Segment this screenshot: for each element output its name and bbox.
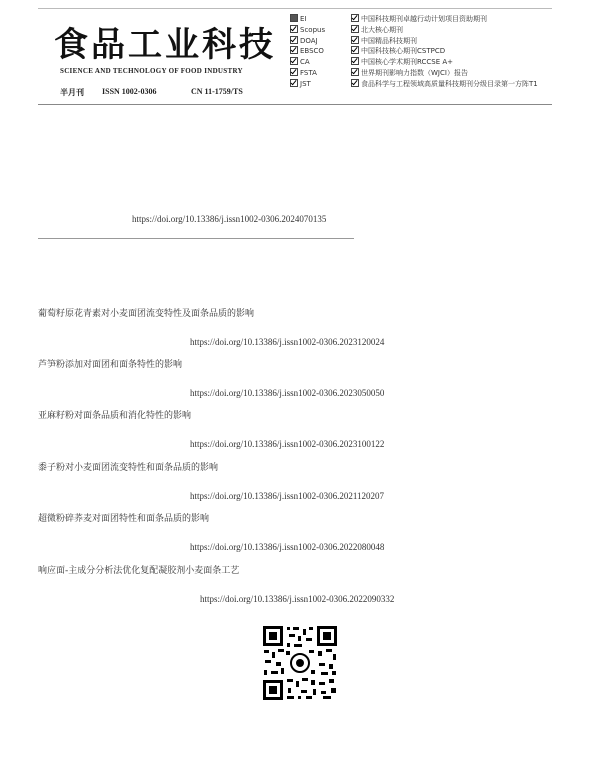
checkbox-icon: [290, 79, 298, 87]
honor-item: 中国核心学术期刊RCCSE A+: [351, 57, 551, 68]
index-item-scopus: Scopus: [290, 25, 350, 36]
reference-doi-link[interactable]: https://doi.org/10.13386/j.issn1002-0306.2023120024: [190, 337, 385, 347]
index-item-fsta: FSTA: [290, 68, 350, 79]
checkbox-icon: [351, 36, 359, 44]
cn-label: CN 11-1759/TS: [191, 87, 243, 96]
reference-doi-link[interactable]: https://doi.org/10.13386/j.issn1002-0306.2023050050: [190, 388, 385, 398]
index-item-ca: CA: [290, 57, 350, 68]
honor-item: 中国精品科技期刊: [351, 36, 551, 47]
checkbox-icon: [290, 36, 298, 44]
checkbox-icon: [351, 25, 359, 33]
checkbox-icon: [290, 57, 298, 65]
doi-divider: [38, 238, 354, 239]
journal-banner: [38, 8, 552, 101]
qr-code-icon: [261, 624, 339, 702]
frequency-label: 半月刊: [60, 88, 84, 97]
checkbox-icon: [290, 25, 298, 33]
checkbox-icon: [351, 14, 359, 22]
honor-item: 北大核心期刊: [351, 25, 551, 36]
checkbox-icon: [290, 46, 298, 54]
checkbox-icon: [351, 46, 359, 54]
honors-list: [351, 14, 551, 90]
journal-english-title: SCIENCE AND TECHNOLOGY OF FOOD INDUSTRY: [60, 67, 243, 75]
article-doi-link[interactable]: https://doi.org/10.13386/j.issn1002-0306.2024070135: [132, 214, 327, 224]
reference-doi-link[interactable]: https://doi.org/10.13386/j.issn1002-0306.2023100122: [190, 439, 385, 449]
checkbox-icon: [351, 79, 359, 87]
reference-doi-link[interactable]: https://doi.org/10.13386/j.issn1002-0306.2021120207: [190, 491, 385, 501]
index-item-doaj: DOAJ: [290, 36, 350, 47]
issn-label: ISSN 1002-0306: [102, 87, 157, 96]
journal-logo: 食品工业科技: [54, 25, 276, 65]
index-item-ebsco: EBSCO: [290, 46, 350, 57]
journal-masthead: [38, 9, 283, 101]
index-item-jst: JST: [290, 79, 350, 90]
reference-title[interactable]: 超微粉碎荞麦对面团特性和面条品质的影响: [38, 514, 210, 524]
checkbox-icon: [290, 68, 298, 76]
honor-item: 中国科技核心期刊CSTPCD: [351, 46, 551, 57]
reference-title[interactable]: 葡萄籽原花青素对小麦面团流变特性及面条品质的影响: [38, 309, 255, 319]
honor-item: 世界期刊影响力指数（WJCI）报告: [351, 68, 551, 79]
honor-item: 中国科技期刊卓越行动计划项目资助期刊: [351, 14, 551, 25]
reference-title[interactable]: 响应面-主成分分析法优化复配凝胶剂小麦面条工艺: [38, 566, 240, 576]
reference-title[interactable]: 亚麻籽粉对面条品质和消化特性的影响: [38, 411, 192, 421]
checkbox-icon: [290, 14, 298, 22]
reference-doi-link[interactable]: https://doi.org/10.13386/j.issn1002-0306.2022090332: [200, 594, 395, 604]
reference-title[interactable]: 黍子粉对小麦面团流变特性和面条品质的影响: [38, 463, 219, 473]
banner-divider: [38, 104, 552, 105]
reference-title[interactable]: 芦笋粉添加对面团和面条特性的影响: [38, 360, 183, 370]
checkbox-icon: [351, 57, 359, 65]
index-item-ei: EI: [290, 14, 350, 25]
reference-doi-link[interactable]: https://doi.org/10.13386/j.issn1002-0306.2022080048: [190, 542, 385, 552]
checkbox-icon: [351, 68, 359, 76]
journal-identifiers: [38, 85, 283, 99]
honor-item: 食品科学与工程领域高质量科技期刊分级目录第一方阵T1: [351, 79, 551, 90]
indexing-list: [290, 14, 350, 90]
